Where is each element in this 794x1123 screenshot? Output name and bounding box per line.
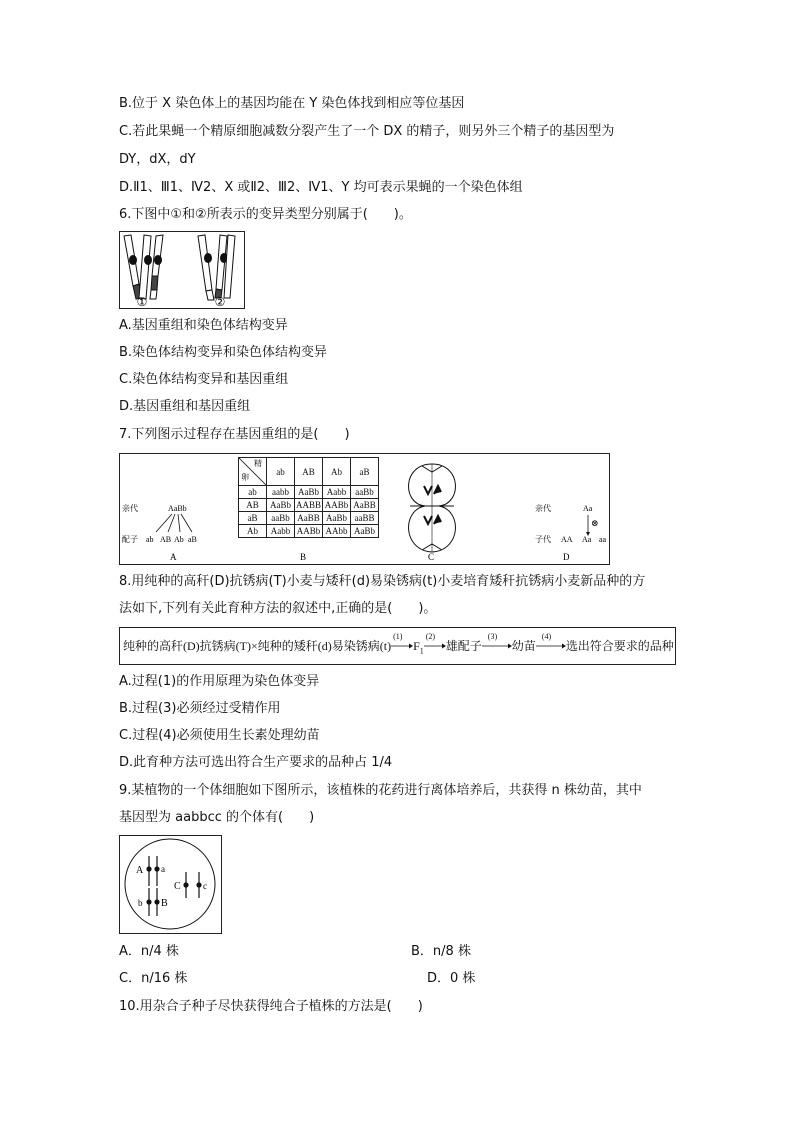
q8-option-d: D.此育种方法可选出符合生产要求的品种占 1/4: [119, 755, 393, 770]
q5-option-c-line2: DY，dX，dY: [119, 152, 196, 167]
punnett-header: aB: [351, 458, 379, 486]
svg-text:aB: aB: [188, 535, 197, 544]
punnett-cell: AaBB: [295, 512, 323, 525]
svg-text:ab: ab: [146, 535, 154, 544]
svg-text:AB: AB: [160, 535, 172, 544]
svg-text:D: D: [563, 552, 570, 562]
punnett-cell: AaBb: [267, 499, 295, 512]
flow-arrow-3: (3): [482, 638, 512, 654]
punnett-header: Ab: [323, 458, 351, 486]
q9-cell-figure: [119, 835, 222, 934]
allele-c: c: [203, 881, 207, 891]
svg-text:AaBb: AaBb: [168, 504, 187, 513]
q8-option-c: C.过程(4)必须使用生长素处理幼苗: [119, 728, 320, 743]
flow-start: 纯种的高秆(D)抗锈病(T)×纯种的矮秆(d)易染锈病(t): [123, 639, 392, 653]
punnett-cell: aaBb: [351, 486, 379, 499]
flow-arrow-1: (1): [391, 638, 413, 654]
q6-label-2: ②: [214, 295, 226, 308]
q7-panel-c: [409, 464, 456, 552]
q6-option-b: B.染色体结构变异和染色体结构变异: [119, 345, 328, 360]
flow-node-2: 雄配子: [445, 639, 482, 653]
punnett-cell: AAbb: [323, 525, 351, 538]
punnett-cell: aaBb: [267, 512, 295, 525]
svg-text:Ab: Ab: [174, 535, 184, 544]
punnett-cell: ab: [239, 486, 267, 499]
allele-a: a: [161, 864, 165, 874]
q9-option-c: C．n/16 株: [119, 971, 188, 986]
q7-panel-b-letter: B: [300, 552, 307, 562]
allele-b: b: [138, 898, 143, 908]
allele-A: A: [136, 865, 144, 876]
punnett-cell: AaBb: [351, 525, 379, 538]
q9-option-a: A．n/4 株: [119, 944, 179, 959]
q6-option-c: C.染色体结构变异和基因重组: [119, 372, 289, 387]
q10-stem: 10.用杂合子种子尽快获得纯合子植株的方法是( ): [119, 999, 423, 1014]
allele-C: C: [174, 881, 181, 892]
punnett-cell: AB: [239, 499, 267, 512]
q7-stem: 7.下列图示过程存在基因重组的是( ): [119, 427, 350, 442]
q8-option-b: B.过程(3)必须经过受精作用: [119, 701, 281, 716]
q7-panel-c-letter: C: [428, 552, 435, 562]
punnett-cell: AABb: [323, 499, 351, 512]
svg-text:⊗: ⊗: [591, 518, 599, 528]
punnett-header: ab: [267, 458, 295, 486]
punnett-cell: AaBB: [351, 499, 379, 512]
svg-text:aa: aa: [599, 535, 607, 544]
q6-label-1: ①: [136, 295, 148, 308]
q5-option-b: B.位于 X 染色体上的基因均能在 Y 染色体找到相应等位基因: [119, 96, 465, 111]
punnett-cell: aabb: [267, 486, 295, 499]
q9-option-b: B．n/8 株: [411, 944, 471, 959]
punnett-cell: AABB: [295, 500, 321, 510]
svg-text:Aa: Aa: [582, 535, 592, 544]
flow-f1: F: [413, 639, 420, 653]
punnett-cell: Aabb: [267, 525, 295, 538]
q7-figure: [119, 453, 610, 565]
chromosome-pair-1: [124, 235, 163, 299]
q7-punnett-square: [238, 457, 379, 538]
svg-text:配子: 配子: [122, 535, 138, 544]
q8-stem-line2: 法如下,下列有关此育种方法的叙述中,正确的是( )。: [119, 601, 437, 616]
q9-stem-line1: 9.某植物的一个体细胞如下图所示，该植株的花药进行离体培养后，共获得 n 株幼苗，其中: [119, 783, 642, 798]
svg-text:亲代: 亲代: [122, 504, 138, 513]
punnett-cell: Aabb: [323, 486, 351, 499]
punnett-cell: Ab: [239, 525, 267, 538]
q6-option-d: D.基因重组和基因重组: [119, 399, 251, 414]
punnett-cell: AaBb: [323, 512, 351, 525]
flow-node-4: 选出符合要求的品种: [565, 639, 674, 653]
q7-panel-a: [122, 503, 197, 562]
q5-option-c-line1: C.若此果蝇一个精原细胞减数分裂产生了一个 DX 的精子，则另外三个精子的基因型为: [119, 124, 615, 139]
q9-stem-line2: 基因型为 aabbcc 的个体有( ): [119, 810, 315, 825]
q7-panel-d: [535, 503, 607, 562]
svg-text:A: A: [170, 552, 177, 562]
flow-arrow-2: (2): [424, 638, 446, 654]
q8-flow-diagram: [119, 627, 676, 665]
svg-text:Aa: Aa: [583, 504, 593, 513]
flow-node-3: 幼苗: [511, 639, 536, 653]
punnett-cell: aaBB: [351, 512, 379, 525]
punnett-corner: 精 卵: [239, 458, 267, 486]
svg-text:子代: 子代: [535, 535, 551, 544]
svg-text:亲代: 亲代: [535, 504, 551, 513]
punnett-cell: AaBb: [295, 486, 323, 499]
q5-option-d: D.Ⅱ1、Ⅲ1、Ⅳ2、X 或Ⅱ2、Ⅲ2、Ⅳ1、Y 均可表示果蝇的一个染色体组: [119, 180, 523, 195]
svg-text:AA: AA: [561, 535, 573, 544]
q6-stem: 6.下图中①和②所表示的变异类型分别属于( )。: [119, 207, 412, 222]
q6-chromosome-figure: [119, 231, 245, 309]
allele-B: B: [161, 898, 168, 909]
punnett-header: AB: [295, 458, 323, 486]
q8-option-a: A.过程(1)的作用原理为染色体变异: [119, 674, 320, 689]
q8-stem-line1: 8.用纯种的高秆(D)抗锈病(T)小麦与矮秆(d)易染锈病(t)小麦培育矮秆抗锈病小麦新品种的方: [119, 574, 646, 589]
punnett-cell: AABb: [295, 525, 323, 538]
flow-f1-sub: 1: [419, 646, 424, 656]
q9-option-d: D．0 株: [427, 971, 476, 986]
q6-option-a: A.基因重组和染色体结构变异: [119, 318, 288, 333]
punnett-cell: aB: [239, 512, 267, 525]
chromosome-pair-2: [198, 235, 235, 300]
flow-arrow-4: (4): [536, 638, 566, 654]
